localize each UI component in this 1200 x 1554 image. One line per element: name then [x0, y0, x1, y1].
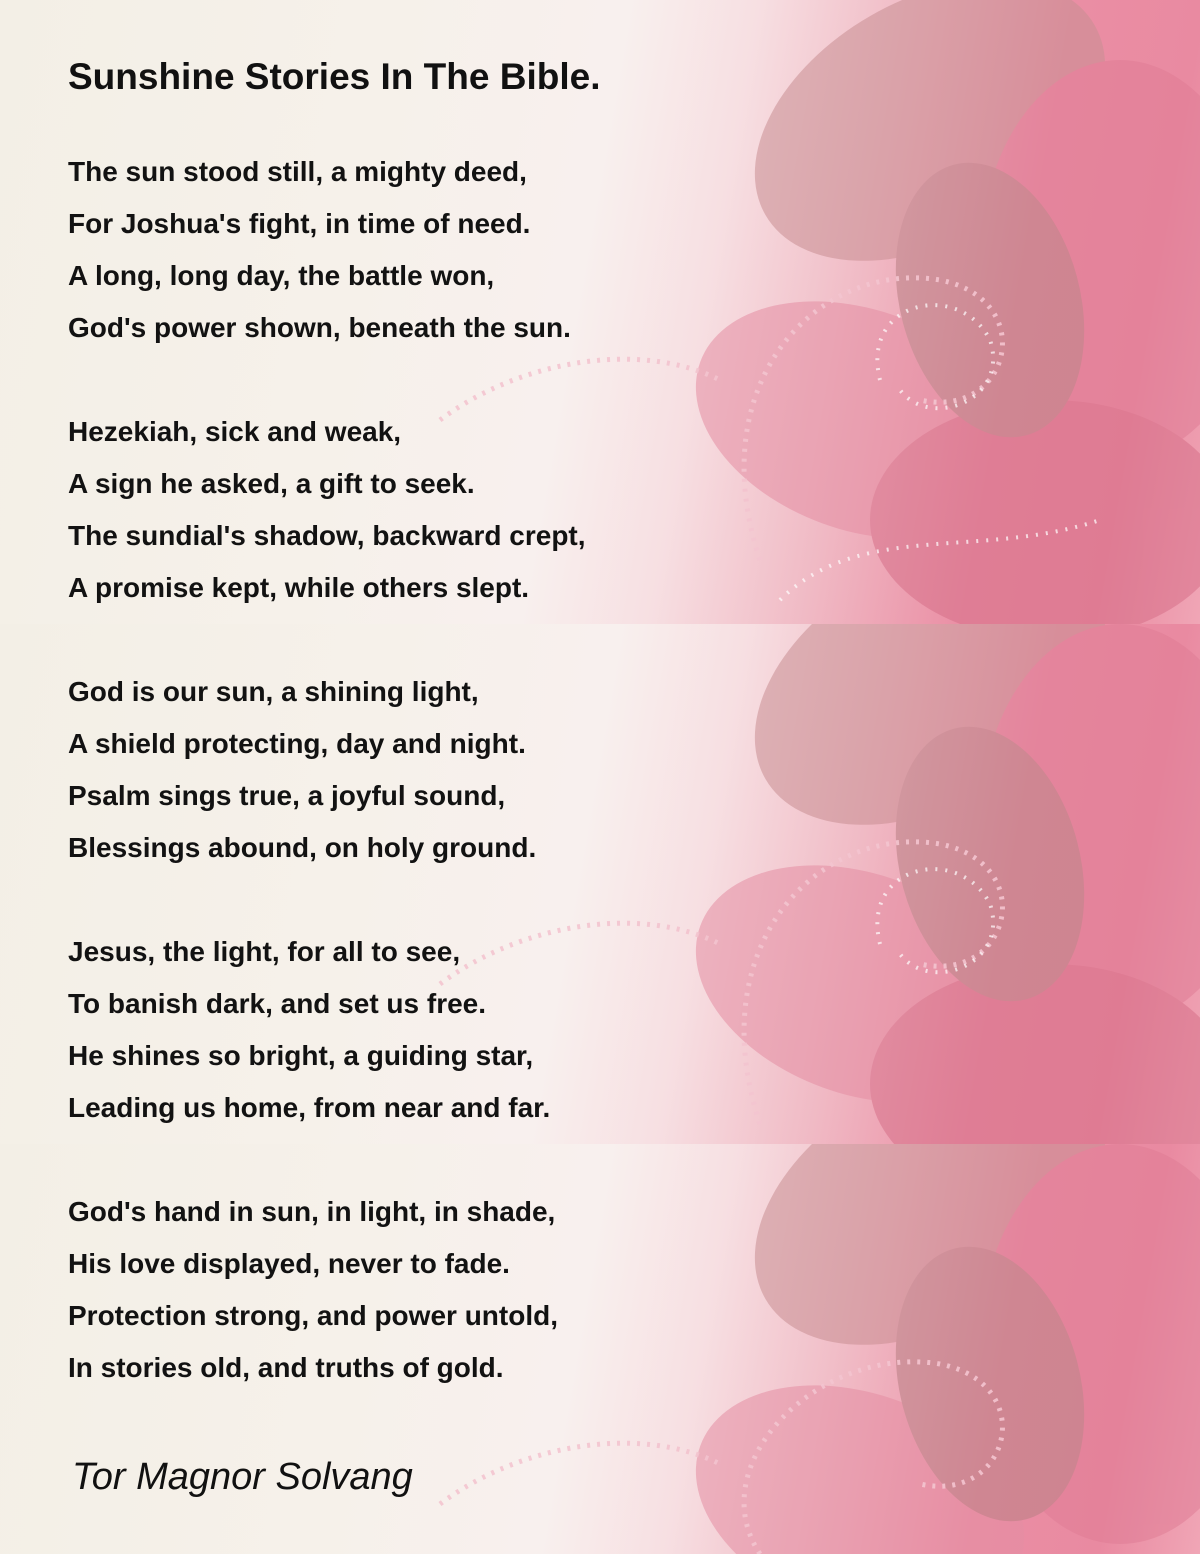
poem-line: Hezekiah, sick and weak, — [68, 416, 402, 447]
poem-line: He shines so bright, a guiding star, — [68, 1040, 534, 1071]
poem-line: Leading us home, from near and far. — [68, 1092, 551, 1123]
poem-line: Protection strong, and power untold, — [68, 1300, 558, 1331]
poem-line: The sun stood still, a mighty deed, — [68, 156, 527, 187]
poem-line: His love displayed, never to fade. — [68, 1248, 510, 1279]
poem-line: Jesus, the light, for all to see, — [68, 936, 461, 967]
poem-line: In stories old, and truths of gold. — [68, 1352, 504, 1383]
poem-line: Blessings abound, on holy ground. — [68, 832, 537, 863]
poem-line: God's power shown, beneath the sun. — [68, 312, 571, 343]
poem-title: Sunshine Stories In The Bible. — [68, 56, 601, 97]
poem-line: A long, long day, the battle won, — [68, 260, 495, 291]
poem-line: God is our sun, a shining light, — [68, 676, 479, 707]
poem-line: The sundial's shadow, backward crept, — [68, 520, 586, 551]
poem-line: A sign he asked, a gift to seek. — [68, 468, 475, 499]
poem-author: Tor Magnor Solvang — [72, 1456, 413, 1498]
poem-line: A promise kept, while others slept. — [68, 572, 530, 603]
poem-line: A shield protecting, day and night. — [68, 728, 526, 759]
poem-line: Psalm sings true, a joyful sound, — [68, 780, 506, 811]
poem-line: For Joshua's fight, in time of need. — [68, 208, 531, 239]
poem-line: To banish dark, and set us free. — [68, 988, 487, 1019]
poem-line: God's hand in sun, in light, in shade, — [68, 1196, 556, 1227]
